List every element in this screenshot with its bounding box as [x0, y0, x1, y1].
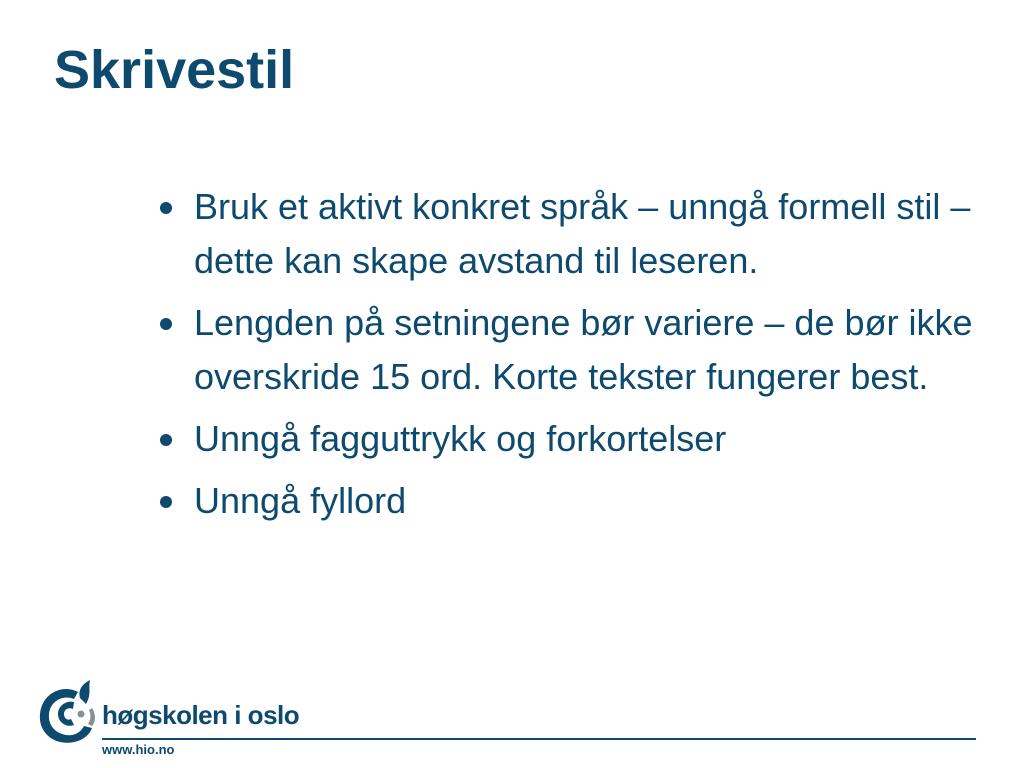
bullet-text: Lengden på setningene bør variere – de bør ikke overskride 15 ord. Korte tekster fungerer best.	[194, 302, 973, 397]
bullet-text: Unngå fyllord	[194, 480, 407, 521]
footer-divider	[102, 738, 976, 740]
bullet-dot-icon	[160, 496, 172, 508]
bullet-dot-icon	[160, 202, 172, 214]
bullet-item	[156, 412, 976, 466]
hio-logo-icon	[34, 678, 98, 748]
footer	[34, 672, 979, 762]
bullet-item	[156, 474, 976, 528]
bullet-dot-icon	[160, 434, 172, 446]
logo-text: høgskolen i oslo	[102, 700, 300, 730]
slide-title: Skrivestil	[54, 40, 295, 100]
bullet-text: Bruk et aktivt konkret språk – unngå formell stil – dette kan skape avstand til leseren.	[194, 186, 971, 281]
footer-url: www.hio.no	[102, 742, 175, 757]
bullet-dot-icon	[160, 318, 172, 330]
bullet-list	[156, 180, 976, 536]
bullet-item	[156, 180, 976, 288]
bullet-item	[156, 296, 976, 404]
bullet-text: Unngå fagguttrykk og forkortelser	[194, 418, 727, 459]
